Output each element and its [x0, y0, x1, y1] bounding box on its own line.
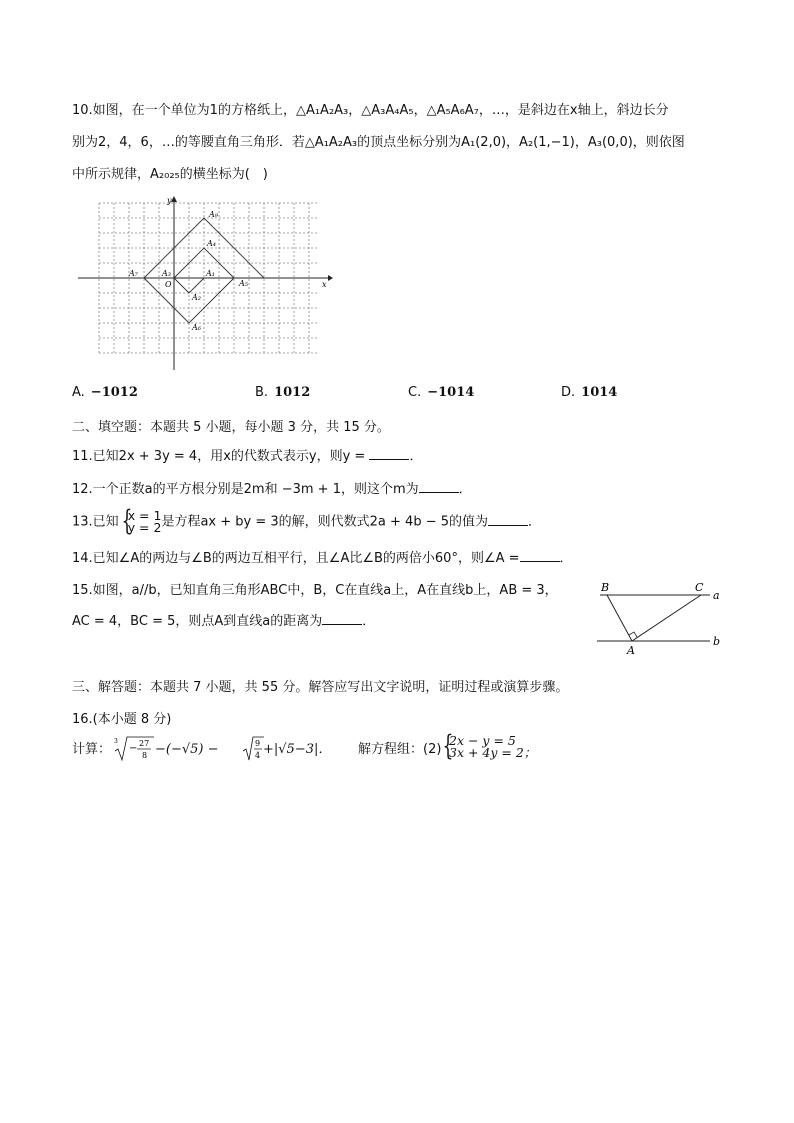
label-a7: A₇: [129, 269, 138, 278]
label-line-a: a: [713, 589, 720, 602]
choice-b[interactable]: B. 1012: [255, 385, 311, 400]
q15-line1: 15.如图，a//b，已知直角三角形ABC中，B，C在直线a上，A在直线b上，AB = 3，: [72, 583, 558, 598]
choice-d[interactable]: D. 1014: [561, 385, 618, 400]
label-a1: A₁: [206, 269, 215, 278]
q10-line3: 中所示规律，A₂₀₂₅的横坐标为( ): [72, 167, 268, 182]
choice-a[interactable]: A. −1012: [72, 385, 138, 400]
section3-heading: 三、解答题：本题共 7 小题，共 55 分。解答应写出文字说明，证明过程或演算步骤。: [72, 680, 569, 695]
segment-ac: [632, 595, 701, 641]
q12-blank[interactable]: [419, 480, 459, 493]
label-a9: A₉: [209, 210, 218, 219]
label-c: C: [695, 581, 704, 594]
choice-c[interactable]: C. −1014: [408, 385, 475, 400]
label-b: B: [601, 581, 610, 594]
q11: 11.已知2x + 3y = 4，用x的代数式表示y，则y = ．: [72, 449, 423, 464]
x-axis-label: x: [322, 280, 327, 289]
label-line-b: b: [713, 635, 721, 648]
q10-line1: 10.如图，在一个单位为1的方格纸上，△A₁A₂A₃，△A₃A₄A₅，△A₅A₆A₇，…，是斜边在x轴上，斜边长分: [72, 103, 669, 118]
label-a3: A₃: [162, 269, 171, 278]
origin-label: O: [165, 280, 172, 289]
cbrt-index: 3: [114, 738, 118, 745]
cube-root-expr: [114, 734, 154, 764]
q15-line2: AC = 4，BC = 5，则点A到直线a的距离为 ．: [72, 614, 376, 629]
sqrt-num: 9: [255, 739, 261, 748]
svg-text:−: −: [129, 743, 138, 754]
q16-system: { 2x − y = 5 3x + 4y = 2；: [440, 735, 536, 759]
label-a5: A₅: [239, 279, 248, 288]
label-a4: A₄: [207, 239, 216, 248]
y-axis-label: y: [167, 196, 172, 205]
sqrt-expr: [242, 734, 264, 764]
q13-system: { x = 1 y = 2: [119, 510, 162, 534]
q15-figure: [592, 578, 727, 658]
q10-line2: 别为2，4，6，…的等腰直角三角形．若△A₁A₂A₃的顶点坐标分别为A₁(2,0)，A₂(1,−1)，A₃(0,0)，则依图: [72, 135, 685, 150]
calc-expr-b: +|√5−3|．: [263, 742, 332, 757]
segment-ab: [607, 595, 632, 641]
q10-choices: [72, 385, 712, 403]
q11-blank[interactable]: [369, 447, 409, 460]
sys-label: 解方程组：(2): [358, 742, 442, 757]
sqrt-den: 4: [255, 751, 261, 760]
q12: 12.一个正数a的平方根分别是2m和 −3m + 1，则这个m为 ．: [72, 482, 472, 497]
q14: 14.已知∠A的两边与∠B的两边互相平行，且∠A比∠B的两倍小60°，则∠A = ．: [72, 551, 573, 566]
calc-label: 计算：: [72, 742, 112, 757]
label-a6: A₆: [192, 323, 201, 332]
calc-expr-a: −(−√5) −: [155, 742, 219, 757]
q13-blank[interactable]: [488, 513, 528, 526]
x-axis-arrow: [328, 275, 333, 281]
q13: 13.已知 { x = 1 y = 2 是方程ax + by = 3的解，则代数式2a + 4b − 5的值为 ．: [72, 510, 541, 535]
q14-blank[interactable]: [520, 549, 560, 562]
section2-heading: 二、填空题：本题共 5 小题，每小题 3 分，共 15 分。: [72, 420, 390, 435]
cbrt-num: 27: [139, 739, 150, 748]
q10-figure: [76, 194, 336, 374]
q16-title: 16.(本小题 8 分): [72, 712, 172, 727]
q15-blank[interactable]: [322, 612, 362, 625]
label-a: A: [627, 644, 635, 657]
label-a2: A₂: [192, 293, 201, 302]
y-axis-arrow: [171, 196, 177, 202]
cbrt-den: 8: [142, 751, 148, 760]
right-angle-mark: [629, 632, 637, 637]
